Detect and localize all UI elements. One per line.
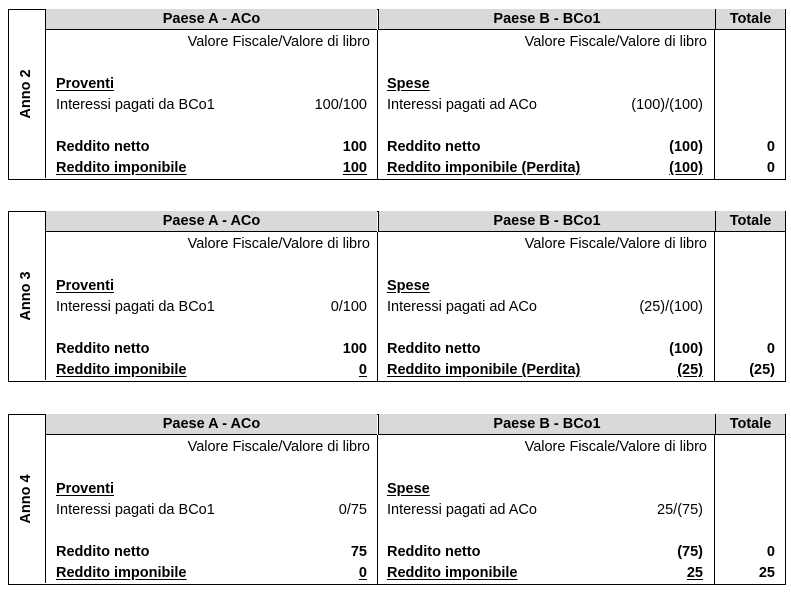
a-section-label: Proventi xyxy=(56,76,115,92)
header-country-a: Paese A - ACo xyxy=(46,9,377,30)
b-item-value: 25/(75) xyxy=(657,502,703,518)
b-taxable-value: (100) xyxy=(669,160,703,176)
a-net-value: 100 xyxy=(342,139,367,155)
a-taxable-value: 0 xyxy=(358,565,367,581)
year-table xyxy=(8,9,786,180)
a-net-value: 75 xyxy=(350,544,367,560)
total-net-value: 0 xyxy=(766,544,775,560)
a-section-label: Proventi xyxy=(56,278,115,294)
column-divider xyxy=(714,435,715,585)
b-item-label: Interessi pagati ad ACo xyxy=(387,299,537,315)
year-table xyxy=(8,211,786,382)
b-taxable-label: Reddito imponibile (Perdita) xyxy=(387,362,581,378)
b-net-value: (100) xyxy=(669,139,703,155)
b-item-label: Interessi pagati ad ACo xyxy=(387,502,537,518)
a-taxable-value: 100 xyxy=(342,160,367,176)
b-taxable-label: Reddito imponibile xyxy=(387,565,518,581)
b-net-value: (100) xyxy=(669,341,703,357)
b-taxable-value: (25) xyxy=(677,362,703,378)
year-label: Anno 3 xyxy=(18,271,34,321)
a-net-label: Reddito netto xyxy=(56,544,150,560)
header-country-b: Paese B - BCo1 xyxy=(378,414,715,435)
b-net-label: Reddito netto xyxy=(387,341,481,357)
a-item-value: 0/75 xyxy=(338,502,367,518)
b-net-value: (75) xyxy=(677,544,703,560)
b-value-label: Valore Fiscale/Valore di libro xyxy=(524,439,707,455)
header-total: Totale xyxy=(715,414,785,435)
b-value-label: Valore Fiscale/Valore di libro xyxy=(524,34,707,50)
total-taxable-value: 25 xyxy=(758,565,775,581)
b-taxable-label: Reddito imponibile (Perdita) xyxy=(387,160,581,176)
a-taxable-label: Reddito imponibile xyxy=(56,160,187,176)
header-country-b: Paese B - BCo1 xyxy=(378,9,715,30)
b-item-value: (100)/(100) xyxy=(631,97,703,113)
a-value-label: Valore Fiscale/Valore di libro xyxy=(187,236,370,252)
header-total: Totale xyxy=(715,211,785,232)
column-divider xyxy=(377,232,378,382)
a-value-label: Valore Fiscale/Valore di libro xyxy=(187,34,370,50)
column-divider xyxy=(377,435,378,585)
total-taxable-value: 0 xyxy=(766,160,775,176)
year-cell xyxy=(8,211,46,380)
a-item-value: 100/100 xyxy=(314,97,367,113)
a-item-value: 0/100 xyxy=(330,299,367,315)
a-net-label: Reddito netto xyxy=(56,139,150,155)
year-label: Anno 4 xyxy=(18,474,34,524)
b-section-label: Spese xyxy=(387,76,430,92)
b-net-label: Reddito netto xyxy=(387,544,481,560)
year-cell xyxy=(8,414,46,583)
a-section-label: Proventi xyxy=(56,481,115,497)
header-country-a: Paese A - ACo xyxy=(46,414,377,435)
b-section-label: Spese xyxy=(387,278,430,294)
a-taxable-value: 0 xyxy=(358,362,367,378)
column-divider xyxy=(714,30,715,180)
column-divider xyxy=(377,30,378,180)
b-item-value: (25)/(100) xyxy=(639,299,703,315)
a-item-label: Interessi pagati da BCo1 xyxy=(56,299,215,315)
total-net-value: 0 xyxy=(766,139,775,155)
b-taxable-value: 25 xyxy=(686,565,703,581)
b-section-label: Spese xyxy=(387,481,430,497)
a-value-label: Valore Fiscale/Valore di libro xyxy=(187,439,370,455)
total-net-value: 0 xyxy=(766,341,775,357)
a-taxable-label: Reddito imponibile xyxy=(56,362,187,378)
year-label: Anno 2 xyxy=(18,69,34,119)
total-taxable-value: (25) xyxy=(749,362,775,378)
header-country-a: Paese A - ACo xyxy=(46,211,377,232)
b-value-label: Valore Fiscale/Valore di libro xyxy=(524,236,707,252)
a-item-label: Interessi pagati da BCo1 xyxy=(56,97,215,113)
b-net-label: Reddito netto xyxy=(387,139,481,155)
header-country-b: Paese B - BCo1 xyxy=(378,211,715,232)
a-net-value: 100 xyxy=(342,341,367,357)
b-item-label: Interessi pagati ad ACo xyxy=(387,97,537,113)
column-divider xyxy=(714,232,715,382)
year-table xyxy=(8,414,786,585)
a-net-label: Reddito netto xyxy=(56,341,150,357)
a-item-label: Interessi pagati da BCo1 xyxy=(56,502,215,518)
header-total: Totale xyxy=(715,9,785,30)
a-taxable-label: Reddito imponibile xyxy=(56,565,187,581)
year-cell xyxy=(8,9,46,178)
